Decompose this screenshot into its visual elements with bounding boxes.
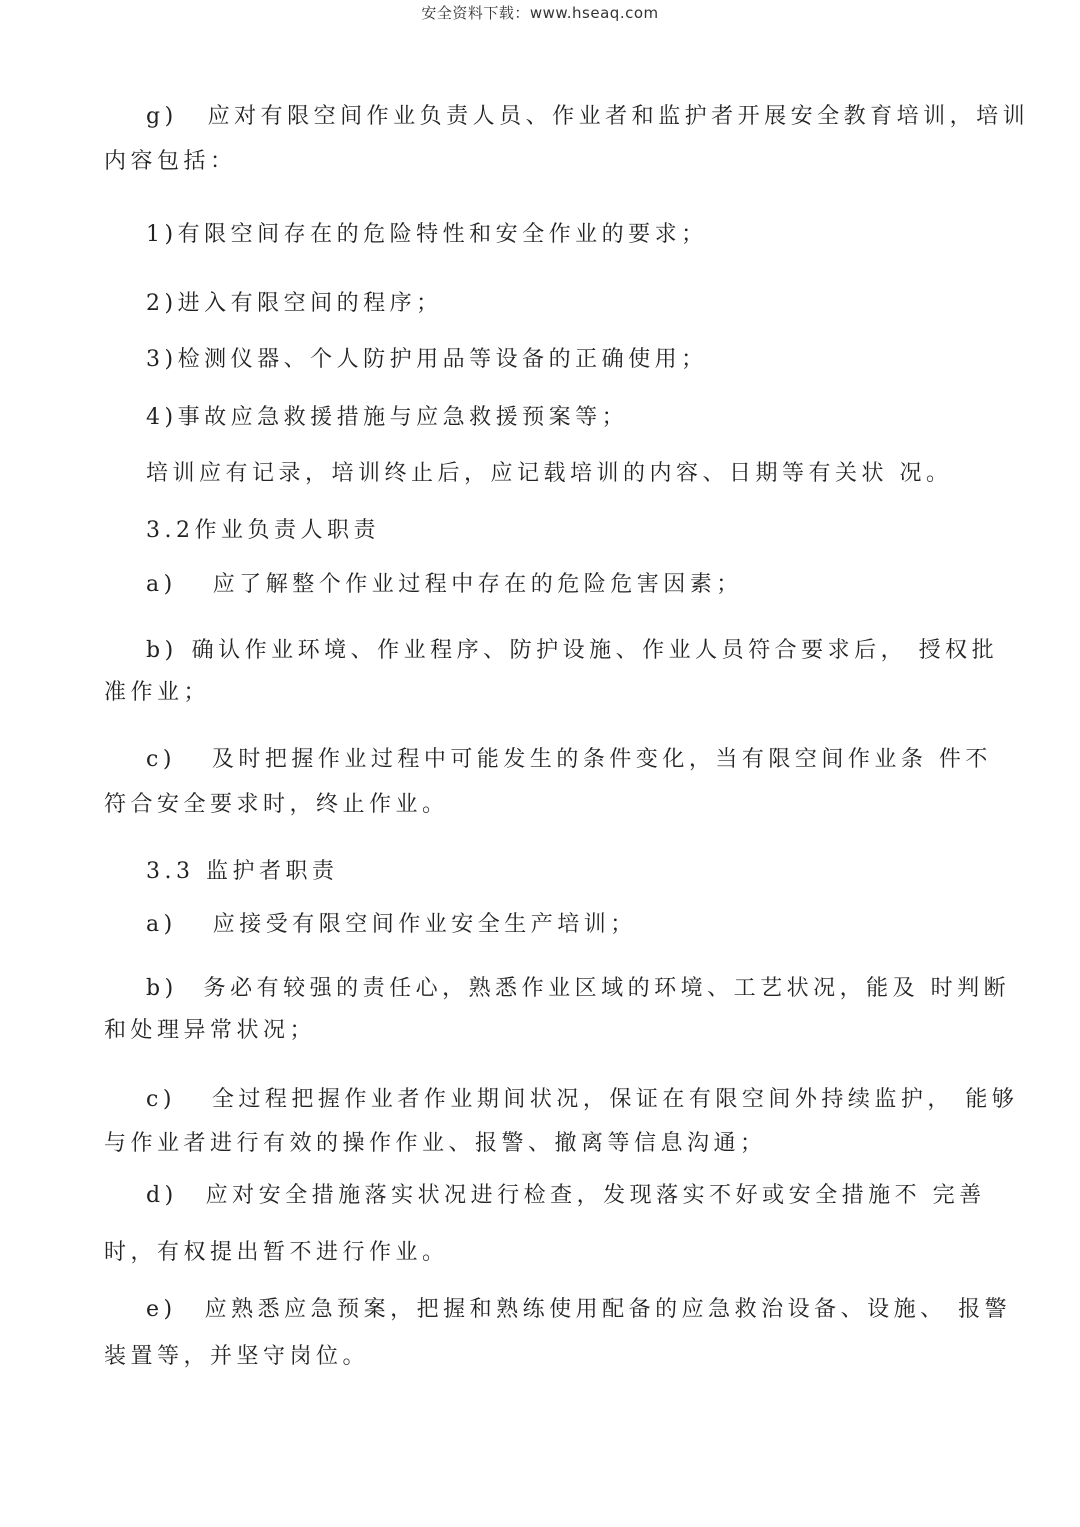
item-g-marker: g)	[146, 104, 178, 129]
s32-a-text: 应了解整个作业过程中存在的危险危害因素；	[212, 572, 743, 597]
training-item-4: 4)事故应急救援措施与应急救援预案等；	[146, 405, 629, 430]
item-g-line1	[146, 104, 1029, 130]
s32-a-marker: a)	[146, 572, 177, 597]
s33-item-e-line2: 装置等，并坚守岗位。	[104, 1344, 370, 1369]
s32-c-marker: c)	[146, 747, 176, 772]
training-record: 培训应有记录，培训终止后，应记载培训的内容、日期等有关状 况。	[146, 461, 953, 486]
s33-d-marker: d)	[146, 1183, 178, 1208]
s33-item-c-line1	[146, 1087, 1018, 1113]
s32-item-c-line2: 符合安全要求时，终止作业。	[104, 792, 449, 817]
s33-item-d-line2: 时，有权提出暂不进行作业。	[104, 1240, 449, 1265]
s33-item-b-line1	[146, 976, 1010, 1002]
s33-c-marker: c)	[146, 1087, 176, 1112]
item-g-line2: 内容包括：	[104, 149, 237, 174]
s32-b-marker: b)	[146, 638, 178, 663]
page-header: 安全资料下载：www.hseaq.com	[421, 4, 659, 22]
s33-b-text: 务必有较强的责任心，熟悉作业区域的环境、工艺状况，能及 时判断	[203, 976, 1011, 1001]
s33-a-marker: a)	[146, 912, 177, 937]
section-3-2-heading: 3.2作业负责人职责	[146, 518, 380, 543]
s33-e-text: 应熟悉应急预案，把握和熟练使用配备的应急救治设备、设施、 报警	[204, 1297, 1012, 1322]
s32-b-text: 确认作业环境、作业程序、防护设施、作业人员符合要求后， 授权批	[191, 638, 999, 663]
item-g-text: 应对有限空间作业负责人员、作业者和监护者开展安全教育培训，培训	[207, 104, 1030, 129]
s33-b-marker: b)	[146, 976, 178, 1001]
s32-item-b-line1	[146, 638, 998, 664]
training-item-1: 1)有限空间存在的危险特性和安全作业的要求；	[146, 222, 708, 247]
s33-item-c-line2: 与作业者进行有效的操作作业、报警、撤离等信息沟通；	[104, 1131, 767, 1156]
training-item-2: 2)进入有限空间的程序；	[146, 291, 443, 316]
s33-item-a	[146, 912, 637, 938]
s33-c-text: 全过程把握作业者作业期间状况，保证在有限空间外持续监护， 能够	[211, 1087, 1019, 1112]
s33-a-text: 应接受有限空间作业安全生产培训；	[212, 912, 637, 937]
s32-item-a	[146, 572, 743, 598]
s33-item-e-line1	[146, 1297, 1011, 1323]
s33-e-marker: e)	[146, 1297, 177, 1322]
s32-item-c-line1	[146, 747, 992, 773]
s33-d-text: 应对安全措施落实状况进行检查，发现落实不好或安全措施不 完善	[205, 1183, 986, 1208]
section-3-3-heading: 3.3 监护者职责	[146, 859, 339, 884]
s32-item-b-line2: 准作业；	[104, 680, 211, 705]
s33-item-b-line2: 和处理异常状况；	[104, 1018, 317, 1043]
s32-c-text: 及时把握作业过程中可能发生的条件变化，当有限空间作业条 件不	[211, 747, 992, 772]
s33-item-d-line1	[146, 1183, 986, 1209]
training-item-3: 3)检测仪器、个人防护用品等设备的正确使用；	[146, 347, 708, 372]
